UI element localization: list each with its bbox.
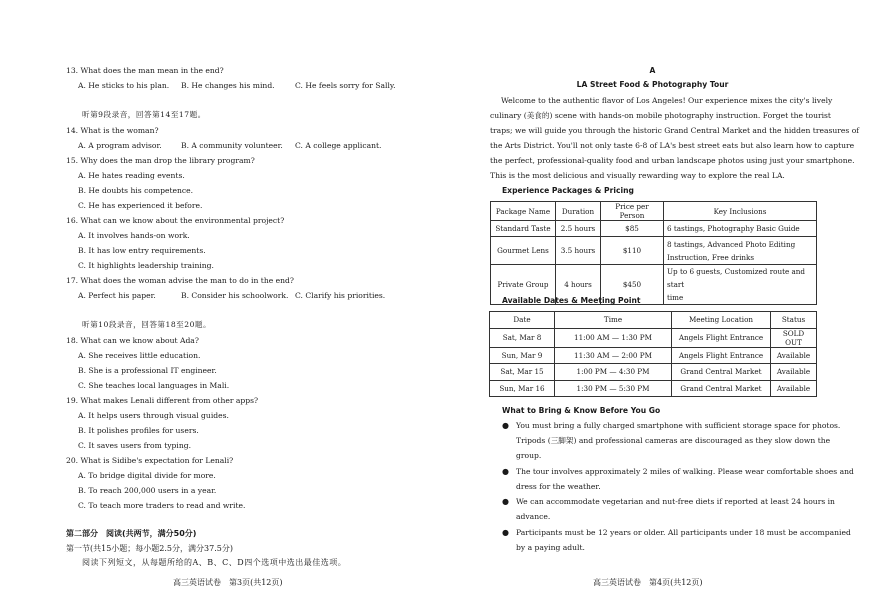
passage-letter: A bbox=[649, 66, 656, 75]
table-row bbox=[490, 347, 817, 364]
package-price: $450 bbox=[601, 265, 664, 305]
inclusions-line: 8 tastings, Advanced Photo Editing bbox=[667, 239, 796, 249]
part-two-title: 第二部分 阅读(共两节，满分50分) bbox=[66, 529, 197, 538]
package-inclusions bbox=[664, 221, 817, 237]
question-16: 16. What can we know about the environmental project? bbox=[66, 216, 285, 225]
question-18: 18. What can we know about Ada? bbox=[66, 336, 199, 345]
status-cell: Available bbox=[771, 347, 817, 364]
bullet-icon: ● bbox=[502, 421, 509, 430]
package-inclusions bbox=[664, 237, 817, 265]
table-row bbox=[491, 221, 817, 237]
q17-option-c: C. Clarify his priorities. bbox=[295, 291, 386, 300]
location-cell: Grand Central Market bbox=[672, 364, 771, 381]
header-status: Status bbox=[771, 312, 817, 329]
inclusions-line: 6 tastings, Photography Basic Guide bbox=[667, 224, 800, 233]
time-cell: 11:00 AM — 1:30 PM bbox=[555, 328, 672, 347]
intro-line-6: This is the most delicious and visually rewarding way to explore the real LA. bbox=[490, 171, 785, 180]
section-one-title: 第一节(共15小题；每小题2.5分，满分37.5分) bbox=[66, 544, 233, 553]
inclusions-line: time bbox=[667, 293, 684, 302]
bullet-line: group. bbox=[516, 451, 542, 460]
packages-section-title: Experience Packages & Pricing bbox=[502, 186, 634, 195]
question-14: 14. What is the woman? bbox=[66, 126, 159, 135]
inclusions-line: Instruction, Free drinks bbox=[667, 252, 755, 262]
q15-option-b: B. He doubts his competence. bbox=[78, 186, 194, 195]
time-cell: 1:00 PM — 4:30 PM bbox=[555, 364, 672, 381]
bullet-icon: ● bbox=[502, 497, 509, 506]
package-name: Standard Taste bbox=[491, 221, 556, 237]
header-package-name: Package Name bbox=[491, 202, 556, 221]
bullet-line: Tripods (三脚架) and professional cameras are discouraged as they slow down the bbox=[516, 436, 831, 445]
header-price: Price per Person bbox=[601, 202, 664, 221]
header-duration: Duration bbox=[556, 202, 601, 221]
package-name: Gourmet Lens bbox=[491, 237, 556, 265]
q15-option-a: A. He hates reading events. bbox=[78, 171, 185, 180]
q18-option-c: C. She teaches local languages in Mali. bbox=[78, 381, 230, 390]
bullet-line: The tour involves approximately 2 miles of walking. Please wear comfortable shoes and bbox=[516, 467, 854, 476]
intro-line-4: the Arts District. You'll not only taste 6-8 of LA's best street eats but also learn how to capture bbox=[490, 141, 855, 150]
bring-section-title: What to Bring & Know Before You Go bbox=[502, 406, 661, 415]
q20-option-a: A. To bridge digital divide for more. bbox=[78, 471, 216, 480]
intro-line-1: Welcome to the authentic flavor of Los Angeles! Our experience mixes the city's lively bbox=[501, 96, 833, 105]
table-row bbox=[491, 237, 817, 265]
right-page bbox=[435, 0, 870, 615]
q20-option-c: C. To teach more traders to read and write. bbox=[78, 501, 246, 510]
bullet-line: by a paying adult. bbox=[516, 543, 585, 552]
package-inclusions bbox=[664, 265, 817, 305]
bullet-line: dress for the weather. bbox=[516, 482, 601, 491]
q20-option-b: B. To reach 200,000 users in a year. bbox=[78, 486, 217, 495]
bullet-line: You must bring a fully charged smartphone with sufficient storage space for photos. bbox=[516, 421, 841, 430]
q19-option-a: A. It helps users through visual guides. bbox=[78, 411, 229, 420]
packages-table bbox=[490, 201, 817, 305]
q14-option-a: A. A program advisor. bbox=[78, 141, 162, 150]
dates-section-title: Available Dates & Meeting Point bbox=[502, 296, 641, 305]
intro-line-5: the perfect, professional-quality food and urban landscape photos using just your smartphone. bbox=[490, 156, 855, 165]
time-cell: 11:30 AM — 2:00 PM bbox=[555, 347, 672, 364]
section-one-instruction: 阅读下列短文，从每题所给的A、B、C、D四个选项中选出最佳选项。 bbox=[82, 558, 347, 567]
q13-option-c: C. He feels sorry for Sally. bbox=[295, 81, 396, 90]
q14-option-b: B. A community volunteer. bbox=[181, 141, 283, 150]
q13-option-a: A. He sticks to his plan. bbox=[78, 81, 170, 90]
bullet-icon: ● bbox=[502, 528, 509, 537]
q13-option-b: B. He changes his mind. bbox=[181, 81, 275, 90]
table-row bbox=[490, 364, 817, 381]
question-13: 13. What does the man mean in the end? bbox=[66, 66, 224, 75]
dates-header-row bbox=[490, 312, 817, 329]
header-meeting-location: Meeting Location bbox=[672, 312, 771, 329]
bullet-line: Participants must be 12 years or older. All participants under 18 must be accompanied bbox=[516, 528, 851, 537]
q18-option-a: A. She receives little education. bbox=[78, 351, 201, 360]
q19-option-b: B. It polishes profiles for users. bbox=[78, 426, 199, 435]
table-row bbox=[490, 328, 817, 347]
intro-line-2: culinary (美食的) scene with hands-on mobile photography instruction. Forget the tourist bbox=[490, 111, 831, 120]
location-cell: Angels Flight Entrance bbox=[672, 328, 771, 347]
header-key-inclusions: Key Inclusions bbox=[664, 202, 817, 221]
status-cell: SOLD OUT bbox=[771, 328, 817, 347]
package-price: $85 bbox=[601, 221, 664, 237]
question-20: 20. What is Sidibe's expectation for Lenali? bbox=[66, 456, 234, 465]
status-cell: Available bbox=[771, 364, 817, 381]
q15-option-c: C. He has experienced it before. bbox=[78, 201, 203, 210]
header-date: Date bbox=[490, 312, 555, 329]
date-cell: Sun, Mar 9 bbox=[490, 347, 555, 364]
passage-title: LA Street Food & Photography Tour bbox=[576, 80, 729, 89]
package-duration: 4 hours bbox=[556, 265, 601, 305]
listening-instruction-10: 听第10段录音，回答第18至20题。 bbox=[82, 320, 212, 329]
package-name: Private Group bbox=[491, 265, 556, 305]
q19-option-c: C. It saves users from typing. bbox=[78, 441, 191, 450]
date-cell: Sat, Mar 15 bbox=[490, 364, 555, 381]
q18-option-b: B. She is a professional IT engineer. bbox=[78, 366, 217, 375]
dates-table bbox=[489, 311, 817, 397]
intro-line-3: traps; we will guide you through the historic Grand Central Market and the hidden treasures of bbox=[490, 126, 860, 135]
package-price: $110 bbox=[601, 237, 664, 265]
question-15: 15. Why does the man drop the library program? bbox=[66, 156, 255, 165]
date-cell: Sun, Mar 16 bbox=[490, 380, 555, 397]
packages-header-row bbox=[491, 202, 817, 221]
bullet-line: We can accommodate vegetarian and nut-free diets if reported at least 24 hours in bbox=[516, 497, 835, 506]
table-row bbox=[490, 380, 817, 397]
package-duration: 3.5 hours bbox=[556, 237, 601, 265]
q16-option-c: C. It highlights leadership training. bbox=[78, 261, 214, 270]
location-cell: Grand Central Market bbox=[672, 380, 771, 397]
bullet-line: advance. bbox=[516, 512, 551, 521]
page-footer-right: 高三英语试卷 第4页(共12页) bbox=[593, 578, 703, 587]
status-cell: Available bbox=[771, 380, 817, 397]
inclusions-line: Up to 6 guests, Customized route and start bbox=[667, 267, 806, 289]
page-footer-left: 高三英语试卷 第3页(共12页) bbox=[173, 578, 283, 587]
q16-option-b: B. It has low entry requirements. bbox=[78, 246, 206, 255]
question-19: 19. What makes Lenali different from other apps? bbox=[66, 396, 259, 405]
date-cell: Sat, Mar 8 bbox=[490, 328, 555, 347]
header-time: Time bbox=[555, 312, 672, 329]
listening-instruction-9: 听第9段录音，回答第14至17题。 bbox=[82, 110, 206, 119]
q16-option-a: A. It involves hands-on work. bbox=[78, 231, 190, 240]
q17-option-a: A. Perfect his paper. bbox=[78, 291, 156, 300]
bullet-icon: ● bbox=[502, 467, 509, 476]
location-cell: Angels Flight Entrance bbox=[672, 347, 771, 364]
package-duration: 2.5 hours bbox=[556, 221, 601, 237]
q17-option-b: B. Consider his schoolwork. bbox=[181, 291, 289, 300]
question-17: 17. What does the woman advise the man to do in the end? bbox=[66, 276, 294, 285]
time-cell: 1:30 PM — 5:30 PM bbox=[555, 380, 672, 397]
q14-option-c: C. A college applicant. bbox=[295, 141, 382, 150]
